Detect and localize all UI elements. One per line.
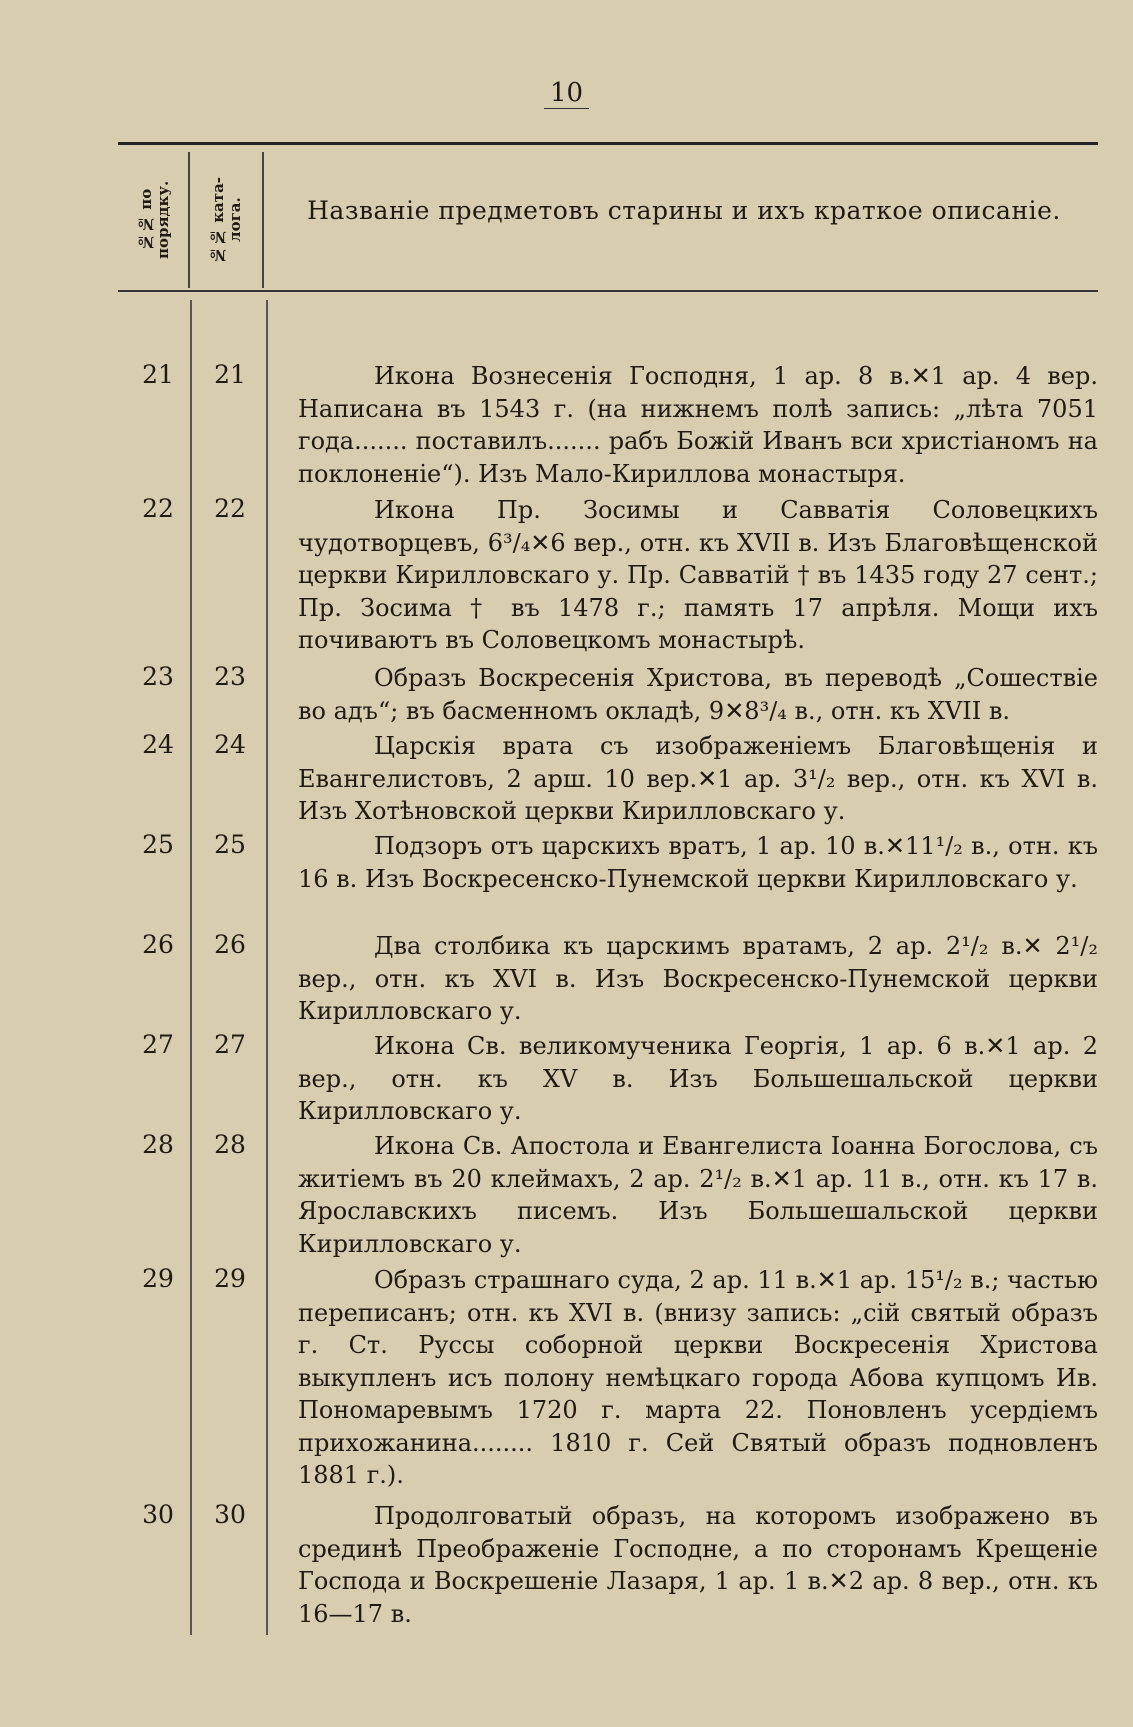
entry-description: Царскія врата съ изображеніемъ Благовѣщенія и Евангелистовъ, 2 арш. 10 вер.✕1 ар. 3¹/₂ вер., отн. къ XVI в. Изъ Хотѣновской церкви Кирилловскаго у. xyxy=(298,732,1098,825)
entry-description: Икона Св. великомученика Георгія, 1 ар. 6 в.✕1 ар. 2 вер., отн. къ XV в. Изъ Большешальской церкви Кирилловскаго у. xyxy=(298,1032,1098,1125)
order-number: 21 xyxy=(142,360,174,389)
entry-description: Подзоръ отъ царскихъ вратъ, 1 ар. 10 в.✕11¹/₂ в., отн. къ 16 в. Изъ Воскресенско-Пунемской церкви Кирилловскаго у. xyxy=(298,832,1098,893)
catalog-number: 21 xyxy=(214,360,246,389)
catalog-number: 23 xyxy=(214,662,246,691)
catalog-number: 29 xyxy=(214,1264,246,1293)
catalog-number: 28 xyxy=(214,1130,246,1159)
entry-description: Продолговатый образъ, на которомъ изображено въ срединѣ Преображеніе Господне, а по сторонамъ Крещеніе Господа и Воскрешеніе Лазаря, 1 ар. 1 в.✕2 ар. 8 вер., отн. къ 16—17 в. xyxy=(298,1502,1098,1628)
catalog-number: 22 xyxy=(214,494,246,523)
column-divider xyxy=(190,300,192,1635)
order-number: 30 xyxy=(142,1500,174,1529)
entry-description: Образъ страшнаго суда, 2 ар. 11 в.✕1 ар. 15¹/₂ в.; частью переписанъ; отн. къ XVI в. (внизу запись: „сій святый образъ г. Ст. Руссы соборной церкви Воскресенія Христова выкупленъ исъ полону немѣцкаго города Абова купцомъ Ив. Пономаревымъ 1720 г. марта 22. Поновленъ усердіемъ прихожанина........ 1810 г. Сей Святый образъ подновленъ 1881 г.). xyxy=(298,1266,1098,1489)
order-number: 23 xyxy=(142,662,174,691)
order-number: 27 xyxy=(142,1030,174,1059)
column-header-order: №№ по порядку. xyxy=(137,180,172,260)
catalog-number: 25 xyxy=(214,830,246,859)
catalog-number: 30 xyxy=(214,1500,246,1529)
entry-description: Икона Св. Апостола и Евангелиста Іоанна Богослова, съ житіемъ въ 20 клеймахъ, 2 ар. 2¹/₂ в.✕1 ар. 11 в., отн. къ 17 в. Ярославскихъ писемъ. Изъ Большешальской церкви Кирилловскаго у. xyxy=(298,1132,1098,1258)
top-rule xyxy=(118,142,1098,145)
order-number: 25 xyxy=(142,830,174,859)
entry-description: Два столбика къ царскимъ вратамъ, 2 ар. 2¹/₂ в.✕ 2¹/₂ вер., отн. къ XVI в. Изъ Воскресенско-Пунемской церкви Кирилловскаго у. xyxy=(298,932,1098,1025)
column-header-catalog: №№ ката-лога. xyxy=(209,176,244,264)
header-rule xyxy=(118,290,1098,292)
column-header-description: Названіе предметовъ старины и ихъ краткое описаніе. xyxy=(307,196,1061,225)
catalog-number: 27 xyxy=(214,1030,246,1059)
entry-description: Образъ Воскресенія Христова, въ переводѣ „Сошествіе во адъ“; въ басменномъ окладѣ, 9✕8³/₄ в., отн. къ XVII в. xyxy=(298,664,1098,725)
order-number: 28 xyxy=(142,1130,174,1159)
order-number: 26 xyxy=(142,930,174,959)
order-number: 29 xyxy=(142,1264,174,1293)
order-number: 24 xyxy=(142,730,174,759)
page-number: 10 xyxy=(0,78,1133,108)
header-divider xyxy=(262,152,264,288)
catalog-number: 26 xyxy=(214,930,246,959)
catalog-number: 24 xyxy=(214,730,246,759)
entry-description: Икона Вознесенія Господня, 1 ар. 8 в.✕1 ар. 4 вер. Написана въ 1543 г. (на нижнемъ полѣ запись: „лѣта 7051 года....... поставилъ....... рабъ Божій Иванъ вси христіаномъ на поклоненіе“). Изъ Мало-Кириллова монастыря. xyxy=(298,362,1098,488)
order-number: 22 xyxy=(142,494,174,523)
column-divider xyxy=(266,300,268,1635)
header-divider xyxy=(188,152,190,288)
entry-description: Икона Пр. Зосимы и Савватія Соловецкихъ чудотворцевъ, 6³/₄✕6 вер., отн. къ XVII в. Изъ Благовѣщенской церкви Кирилловскаго у. Пр. Савватій † въ 1435 году 27 сент.; Пр. Зосима † въ 1478 г.; память 17 апрѣля. Мощи ихъ почиваютъ въ Соловецкомъ монастырѣ. xyxy=(298,496,1098,654)
